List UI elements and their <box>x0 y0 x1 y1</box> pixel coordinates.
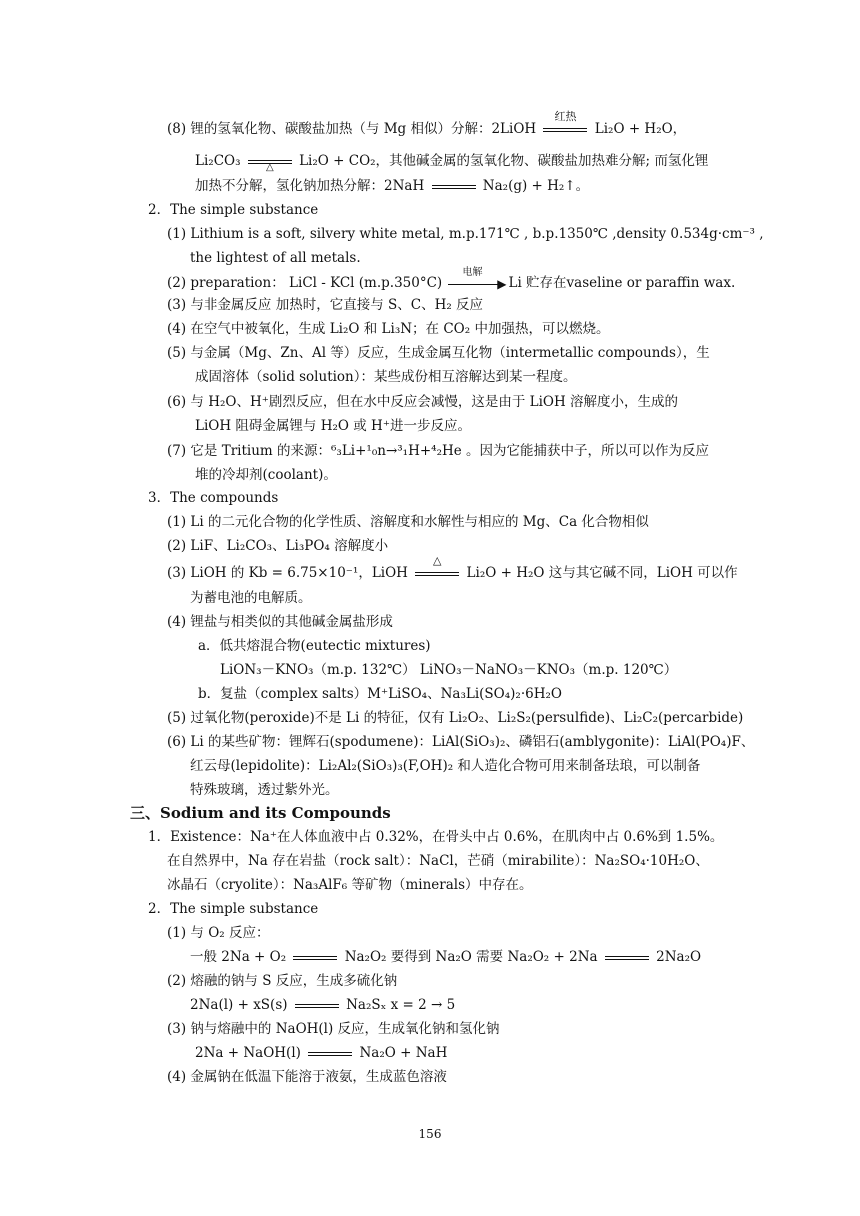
text-line <box>167 875 533 895</box>
text-run: (2) preparation： LiCl - KCl (m.p.350°C) <box>167 275 447 291</box>
text-run: 2Na₂O <box>651 949 702 965</box>
section-heading <box>130 803 391 823</box>
text-run: (6) Li 的某些矿物：锂辉石(spodumene)：LiAl(SiO₃)₂、磷铝石(amblygonite)：LiAl(PO₄)F、 <box>167 734 755 750</box>
text-run: 在自然界中，Na 存在岩盐（rock salt）：NaCl，芒硝（mirabilite）：Na₂SO₄·10H₂O、 <box>167 853 709 869</box>
text-run: 加热不分解，氢化钠加热分解：2NaH <box>195 178 429 194</box>
text-line <box>167 1019 500 1039</box>
text-run: Li₂CO₃ <box>195 153 245 169</box>
text-line <box>167 267 736 293</box>
text-line <box>148 488 278 508</box>
text-run: 堆的冷却剂(coolant)。 <box>195 467 337 483</box>
text-line <box>167 441 709 461</box>
text-run: the lightest of all metals. <box>190 250 361 266</box>
text-line <box>190 995 455 1015</box>
text-run: 2．The simple substance <box>148 901 319 917</box>
text-line <box>198 684 562 704</box>
equals-sign-icon <box>543 110 587 139</box>
text-run: (3) LiOH 的 Kb = 6.75×10⁻¹，LiOH <box>167 565 413 581</box>
equals-sign-icon <box>605 947 649 967</box>
text-run: Na₂(g) + H₂↑。 <box>478 178 590 194</box>
text-run: 冰晶石（cryolite）：Na₃AlF₆ 等矿物（minerals）中存在。 <box>167 877 533 893</box>
text-run: (6) 与 H₂O、H⁺剧烈反应，但在水中反应会减慢，这是由于 LiOH 溶解度小，生成的 <box>167 394 679 410</box>
text-line <box>167 851 709 871</box>
text-line <box>167 343 710 363</box>
text-line <box>167 319 609 339</box>
text-run: a．低共熔混合物(eutectic mixtures) <box>198 638 431 654</box>
text-line <box>220 660 677 680</box>
text-line <box>167 923 269 943</box>
text-line <box>167 708 743 728</box>
text-run: Na₂O₂ 要得到 Na₂O 需要 Na₂O₂ + 2Na <box>340 949 602 965</box>
text-line <box>195 1043 447 1063</box>
text-run: (3) 与非金属反应 加热时，它直接与 S、C、H₂ 反应 <box>167 297 484 313</box>
text-line <box>148 899 318 919</box>
equals-sign-icon <box>248 151 292 171</box>
text-line <box>190 947 701 967</box>
text-run: (4) 锂盐与相类似的其他碱金属盐形成 <box>167 614 393 630</box>
text-run: (4) 金属钠在低温下能溶于液氨，生成蓝色溶液 <box>167 1069 447 1085</box>
equals-sign-icon <box>293 947 337 967</box>
text-run: (7) 它是 Tritium 的来源：⁶₃Li+¹₀n→³₁H+⁴₂He 。因为它能捕获中子，所以可以作为反应 <box>167 443 710 459</box>
text-run: (2) 熔融的钠与 S 反应，生成多硫化钠 <box>167 973 398 989</box>
text-run: Li₂O + H₂O 这与其它碱不同，LiOH 可以作 <box>462 565 738 581</box>
text-line <box>167 1067 447 1087</box>
text-run: 一般 2Na + O₂ <box>190 949 291 965</box>
text-run: (1) 与 O₂ 反应： <box>167 925 270 941</box>
text-run: Na₂O + NaH <box>355 1045 448 1061</box>
text-run: (5) 与金属（Mg、Zn、Al 等）反应，生成金属互化物（intermetallic compounds），生 <box>167 345 710 361</box>
text-line <box>190 588 312 608</box>
text-line <box>167 554 738 583</box>
reaction-arrow-icon: ▶ 电解 <box>448 273 506 293</box>
text-line <box>195 176 589 196</box>
reaction-condition: 电解 <box>462 267 483 278</box>
text-run: 三、Sodium and its Compounds <box>130 804 391 822</box>
text-run: LiOH 阻碍金属锂与 H₂O 或 H⁺进一步反应。 <box>195 418 471 434</box>
text-run: (8) 锂的氢氧化物、碳酸盐加热（与 Mg 相似）分解：2LiOH <box>167 121 541 137</box>
text-run: (4) 在空气中被氧化，生成 Li₂O 和 Li₃N；在 CO₂ 中加强热，可以燃烧。 <box>167 321 610 337</box>
text-line <box>148 827 723 847</box>
text-run: (3) 钠与熔融中的 NaOH(l) 反应，生成氧化钠和氢化钠 <box>167 1021 500 1037</box>
text-run: 1．Existence：Na⁺在人体血液中占 0.32%，在骨头中占 0.6%，在肌肉中占 0.6%到 1.5%。 <box>148 829 724 845</box>
text-line <box>167 392 678 412</box>
text-run: (1) Li 的二元化合物的化学性质、溶解度和水解性与相应的 Mg、Ca 化合物相似 <box>167 514 649 530</box>
text-line <box>167 732 754 752</box>
text-run: Li 贮存在vaseline or paraffin wax. <box>508 275 736 291</box>
page-number: 156 <box>418 1127 442 1141</box>
text-line <box>148 200 318 220</box>
text-line <box>195 465 337 485</box>
reaction-condition: 红热 <box>554 110 577 123</box>
text-line <box>167 295 483 315</box>
text-line <box>167 512 649 532</box>
text-line <box>195 416 471 436</box>
text-line <box>198 636 431 656</box>
equals-sign-icon <box>295 995 339 1015</box>
text-line <box>190 248 361 268</box>
text-line <box>190 756 700 776</box>
text-line <box>195 151 708 171</box>
equals-sign-icon <box>432 176 476 196</box>
equals-sign-icon <box>415 554 459 583</box>
text-run: 2．The simple substance <box>148 202 319 218</box>
text-run: Li₂O + H₂O， <box>590 121 687 137</box>
text-run: b．复盐（complex salts）M⁺LiSO₄、Na₃Li(SO₄)₂·6H₂O <box>198 686 562 702</box>
text-run: 成固溶体（solid solution）：某些成份相互溶解达到某一程度。 <box>195 369 577 385</box>
reaction-condition: △ <box>433 554 442 567</box>
text-run: Li₂O + CO₂，其他碱金属的氢氧化物、碳酸盐加热难分解; 而氢化锂 <box>294 153 709 169</box>
text-run: 红云母(lepidolite)：Li₂Al₂(SiO₃)₃(F,OH)₂ 和人造化合物可用来制备珐琅，可以制备 <box>190 758 701 774</box>
text-run: 3．The compounds <box>148 490 279 506</box>
text-line <box>195 367 577 387</box>
text-line <box>167 536 388 556</box>
text-run: LiON₃－KNO₃（m.p. 132℃） LiNO₃－NaNO₃－KNO₃（m.p. 120℃） <box>220 662 678 678</box>
text-run: 特殊玻璃，透过紫外光。 <box>190 782 339 798</box>
text-run: Na₂Sₓ x = 2 → 5 <box>341 997 456 1013</box>
text-line <box>167 110 687 139</box>
reaction-condition: △ <box>265 162 274 173</box>
text-run: 2Na(l) + xS(s) <box>190 997 292 1013</box>
text-line <box>167 612 393 632</box>
text-line <box>167 971 397 991</box>
text-run: (1) Lithium is a soft, silvery white metal, m.p.171℃ , b.p.1350℃ ,density 0.534g·cm⁻³ , <box>167 226 764 242</box>
text-run: (2) LiF、Li₂CO₃、Li₃PO₄ 溶解度小 <box>167 538 389 554</box>
text-run: (5) 过氧化物(peroxide)不是 Li 的特征，仅有 Li₂O₂、Li₂S₂(persulfide)、Li₂C₂(percarbide) <box>167 710 744 726</box>
text-line <box>190 780 339 800</box>
text-line <box>167 224 764 244</box>
text-run: 为蓄电池的电解质。 <box>190 590 312 606</box>
equals-sign-icon <box>308 1043 352 1063</box>
text-run: 2Na + NaOH(l) <box>195 1045 306 1061</box>
